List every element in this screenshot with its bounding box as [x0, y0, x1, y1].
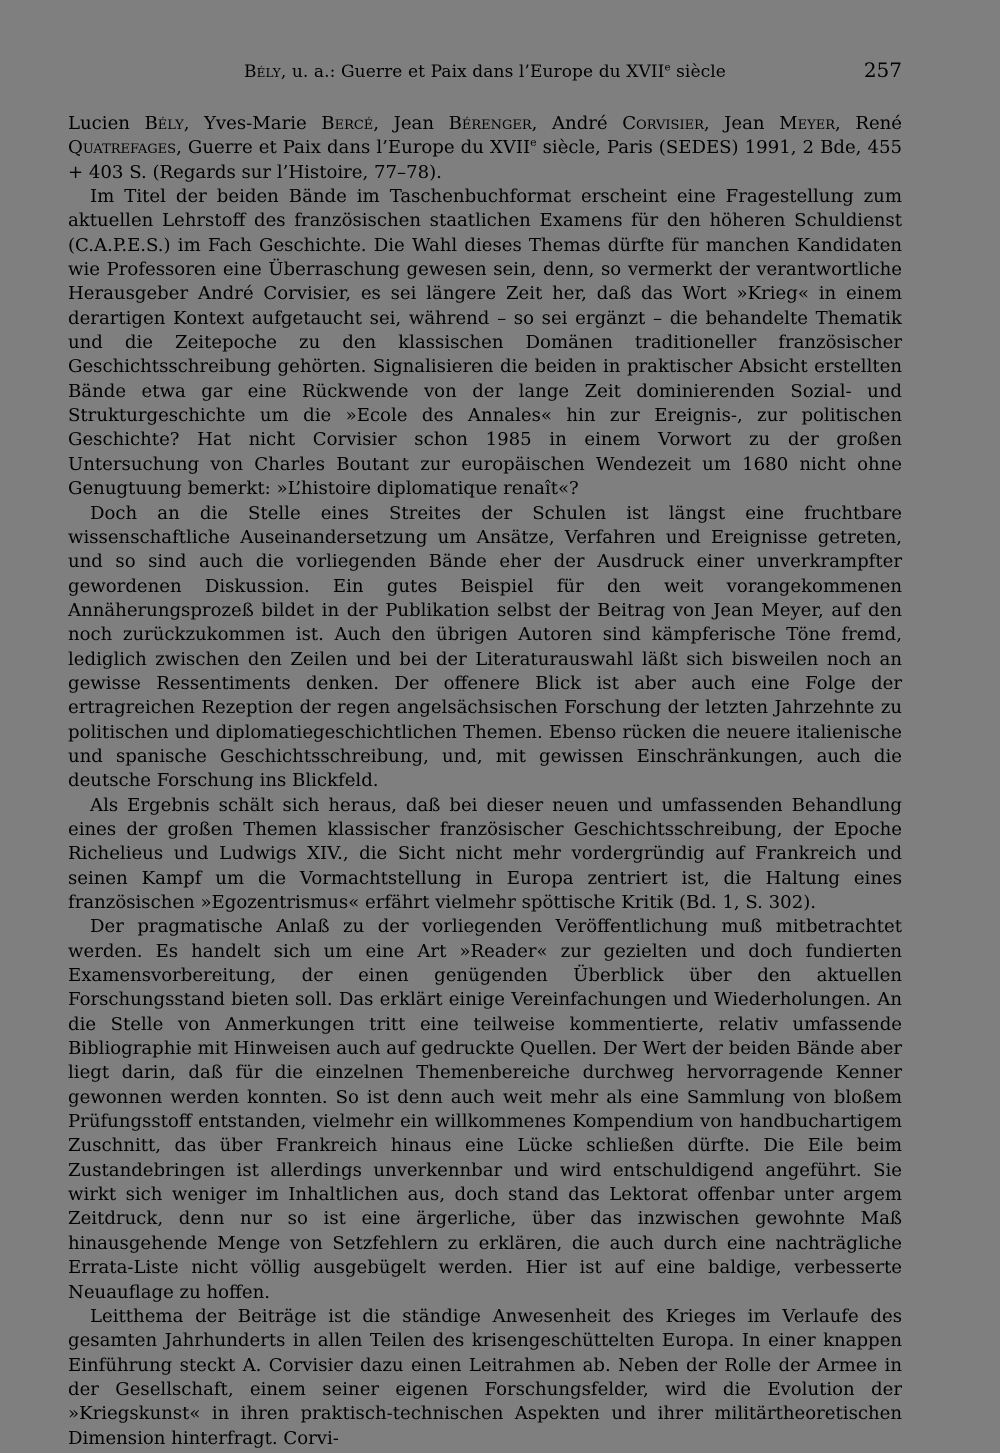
paragraph-5: Leitthema der Beiträge ist die ständige Anwesenheit des Krieges im Verlaufe des gesamten Jahrhunderts in allen Teilen des krisengeschüttelten Europa. In einer knappen Einführung steckt A. Corvisier dazu einen Leitrahmen ab. Neben der Rolle der Armee in der Gesellschaft, einem seiner eigenen Forschungsfelder, wird die Evolution der »Kriegskunst« in ihren praktisch-technischen Aspekten und ihrer militärtheoretischen Dimension hinterfragt. Corvi- — [68, 1305, 902, 1449]
running-head-title-text: , u. a.: Guerre et Paix dans l’Europe du XVII — [280, 62, 665, 82]
running-head-author: Bély — [244, 62, 281, 82]
bibliographic-reference — [68, 112, 902, 185]
running-head — [68, 58, 902, 88]
page-number: 257 — [863, 58, 902, 82]
author-first-name: , Jean — [373, 113, 449, 134]
review-body — [68, 112, 902, 1451]
author-surname: Bérenger — [448, 113, 532, 134]
author-surname: Bély — [144, 113, 184, 134]
paragraph-4: Der pragmatische Anlaß zu der vorliegenden Veröffentlichung muß mitbetrachtet werden. Es handelt sich um eine Art »Reader« zur gezielten und doch fundierten Examensvorbereitung, der einen genügenden Überblick über den aktuellen Forschungsstand bieten soll. Das erklärt einige Vereinfachungen und Wiederholungen. An die Stelle von Anmerkungen tritt eine teilweise kommentierte, relativ umfassende Bibliographie mit Hinweisen auch auf gedruckte Quellen. Der Wert der beiden Bände aber liegt darin, daß für die einzelnen Themenbereiche durchweg hervorragende Kenner gewonnen werden konnten. So ist denn auch weit mehr als eine Sammlung von bloßem Prüfungsstoff entstanden, vielmehr ein willkommenes Kompendium von handbuchartigem Zuschnitt, das über Frankreich hinaus eine Lücke schließen dürfte. Die Eile beim Zustandebringen ist allerdings unverkennbar und wird entschuldigend angeführt. Sie wirkt sich weniger im Inhaltlichen aus, doch stand das Lektorat offenbar unter argem Zeitdruck, denn nur so ist eine ärgerliche, über das inzwischen gewohnte Maß hinausgehende Menge von Setzfehlern zu erklären, die auch durch eine nachträgliche Errata-Liste nicht völlig ausgebügelt werden. Hier ist auf eine baldige, verbesserte Neuauflage zu hoffen. — [68, 916, 902, 1303]
author-surname: Meyer — [779, 113, 836, 134]
running-head-title-tail: siècle — [670, 62, 726, 82]
running-head-superscript: e — [664, 62, 671, 74]
author-first-name: Lucien — [68, 113, 145, 134]
paragraph-1: Im Titel der beiden Bände im Taschenbuchformat erscheint eine Fragestellung zum aktuellen Lehrstoff des französischen staatlichen Examens für den höheren Schuldienst (C.A.P.E.S.) im Fach Geschichte. Die Wahl dieses Themas dürfte für manchen Kandidaten wie Professoren eine Überraschung gewesen sein, denn, so vermerkt der verantwortliche Herausgeber André Corvisier, es sei längere Zeit her, daß das Wort »Krieg« in einem derartigen Kontext aufgetaucht sei, während – so sei ergänzt – die behandelte Thematik und die Zeitepoche zu den klassischen Domänen traditioneller französischer Geschichtsschreibung gehörten. Signalisieren die beiden in praktischer Absicht erstellten Bände etwa gar eine Rückwende von der lange Zeit dominierenden Sozial- und Strukturgeschichte um die »Ecole des Annales« hin zur Ereignis-, zur politischen Geschichte? Hat nicht Corvisier schon 1985 in einem Vorwort zu der großen Untersuchung von Charles Boutant zur europäischen Wendezeit um 1680 nicht ohne Genugtuung bemerkt: »L’histoire diplomatique renaît«? — [68, 186, 902, 500]
author-surname: Bercé — [321, 113, 374, 134]
author-first-name: , Yves-Marie — [183, 113, 322, 134]
author-first-name: , René — [835, 113, 903, 134]
book-publication-details: siècle, Paris (SEDES) 1991, 2 Bde, 455 + 403 S. (Regards sur l’Histoire, 77–78). — [68, 137, 902, 183]
author-first-name: , Jean — [703, 113, 780, 134]
paragraph-3: Als Ergebnis schält sich heraus, daß bei dieser neuen und umfassenden Behandlung eines der großen Themen klassischer französischer Geschichtsschreibung, der Epoche Richelieus und Ludwigs XIV., die Sicht nicht mehr vordergründig auf Frankreich und seinen Kampf um die Vormachtstellung in Europa zentriert ist, die Haltung eines französischen »Egozentrismus« erfährt vielmehr spöttische Kritik (Bd. 1, S. 302). — [68, 794, 902, 913]
book-title: , Guerre et Paix dans l’Europe du XVII — [176, 137, 531, 159]
running-head-title — [68, 62, 902, 82]
author-first-name: , André — [531, 113, 623, 134]
author-surname: Corvisier — [622, 113, 704, 134]
book-title-superscript: e — [530, 136, 537, 150]
paragraph-2: Doch an die Stelle eines Streites der Schulen ist längst eine fruchtbare wissenschaftliche Auseinandersetzung um Ansätze, Verfahren und Ereignisse getreten, und so sind auch die vorliegenden Bände eher der Ausdruck einer unverkrampfter gewordenen Diskussion. Ein gutes Beispiel für den weit vorangekommenen Annäherungsprozeß bildet in der Publikation selbst der Beitrag von Jean Meyer, auf den noch zurückzukommen ist. Auch den übrigen Autoren sind kämpferische Töne fremd, lediglich zwischen den Zeilen und bei der Literaturauswahl läßt sich bisweilen noch an gewisse Ressentiments denken. Der offenere Blick ist aber auch eine Folge der ertragreichen Rezeption der regen angelsächsischen Forschung der letzten Jahrzehnte zu politischen und diplomatiegeschichtlichen Themen. Ebenso rücken die neuere italienische und spanische Geschichtsschreibung, und, mit gewissen Einschränkungen, auch die deutsche Forschung ins Blickfeld. — [68, 502, 902, 792]
author-surname: Quatrefages — [68, 137, 177, 159]
